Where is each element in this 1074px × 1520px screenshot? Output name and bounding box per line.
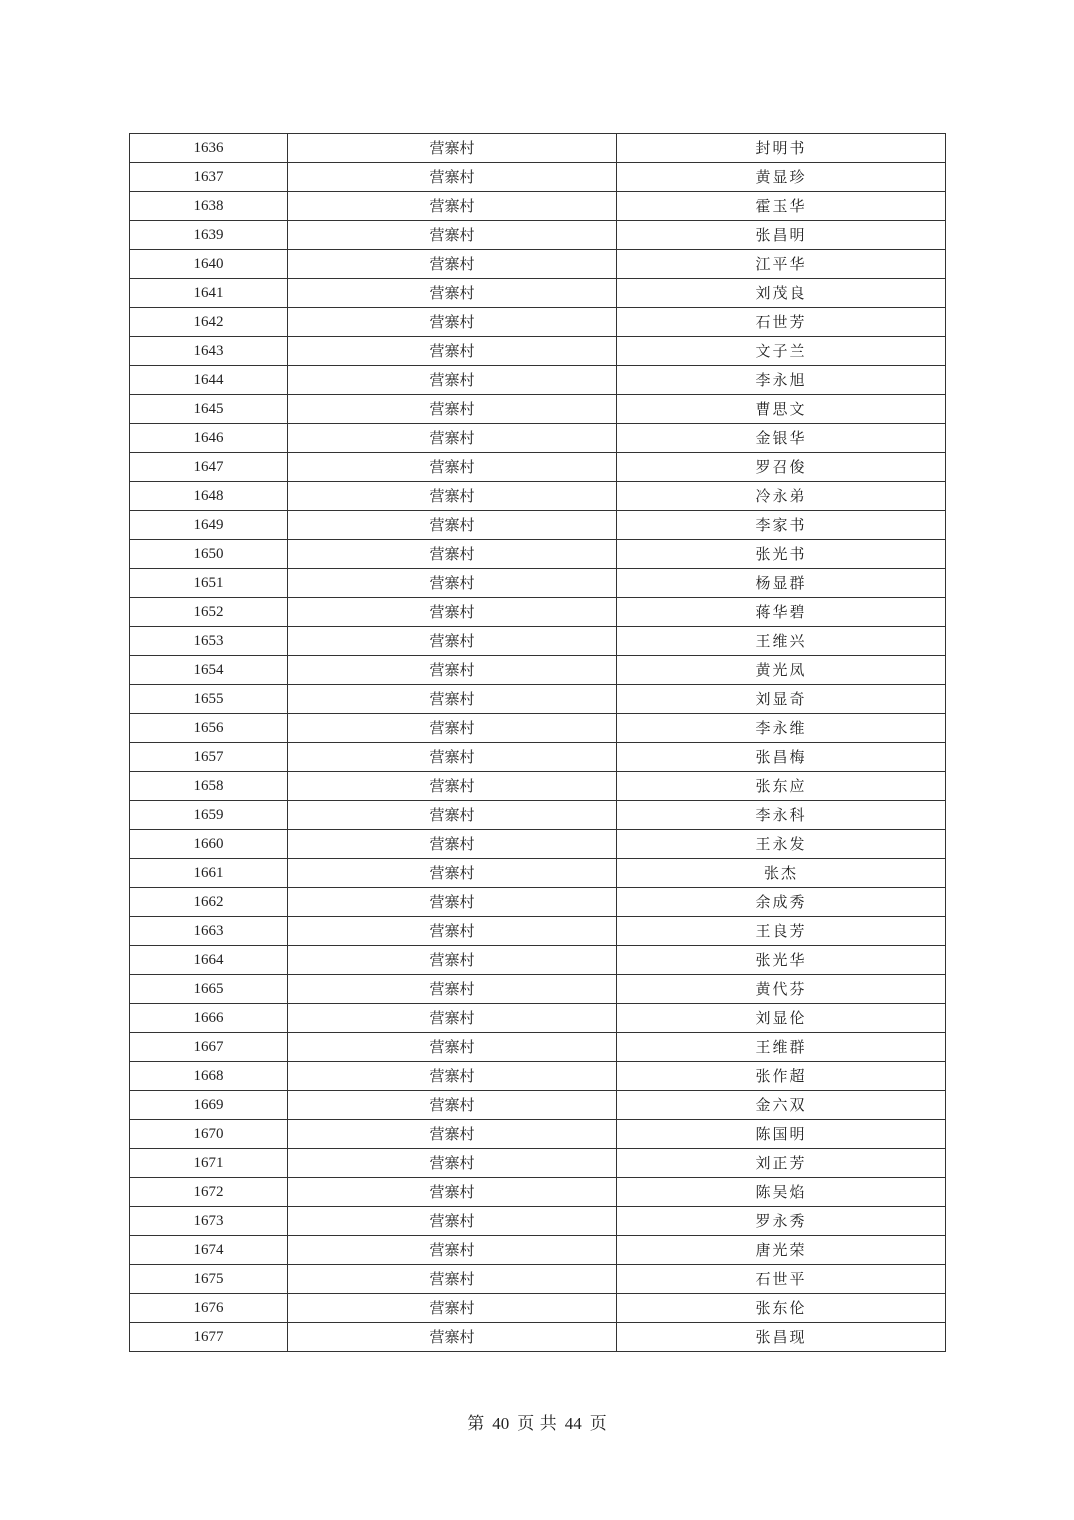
table-row (130, 830, 946, 859)
name-cell: 张东伦 (617, 1294, 946, 1323)
footer-suffix: 页 (589, 1414, 607, 1434)
village-cell: 营寨村 (288, 1004, 617, 1033)
row-number-cell: 1653 (130, 627, 288, 656)
name-cell: 刘显伦 (617, 1004, 946, 1033)
name-cell: 张杰 (617, 859, 946, 888)
table-row (130, 772, 946, 801)
row-number-cell: 1643 (130, 337, 288, 366)
footer-total-pages: 44 (564, 1414, 582, 1433)
table-row (130, 453, 946, 482)
row-number-cell: 1642 (130, 308, 288, 337)
name-cell: 黄光凤 (617, 656, 946, 685)
village-cell: 营寨村 (288, 1294, 617, 1323)
name-cell: 金六双 (617, 1091, 946, 1120)
row-number-cell: 1659 (130, 801, 288, 830)
row-number-cell: 1667 (130, 1033, 288, 1062)
village-cell: 营寨村 (288, 192, 617, 221)
name-cell: 杨显群 (617, 569, 946, 598)
row-number-cell: 1675 (130, 1265, 288, 1294)
village-cell: 营寨村 (288, 366, 617, 395)
page-footer (0, 1409, 1074, 1434)
name-cell: 李家书 (617, 511, 946, 540)
row-number-cell: 1674 (130, 1236, 288, 1265)
table-row (130, 1294, 946, 1323)
row-number-cell: 1658 (130, 772, 288, 801)
row-number-cell: 1662 (130, 888, 288, 917)
row-number-cell: 1639 (130, 221, 288, 250)
village-cell: 营寨村 (288, 743, 617, 772)
village-cell: 营寨村 (288, 714, 617, 743)
table-row (130, 221, 946, 250)
village-cell: 营寨村 (288, 772, 617, 801)
table-row (130, 279, 946, 308)
row-number-cell: 1654 (130, 656, 288, 685)
table-row (130, 1323, 946, 1352)
row-number-cell: 1660 (130, 830, 288, 859)
village-cell: 营寨村 (288, 424, 617, 453)
name-cell: 刘正芳 (617, 1149, 946, 1178)
table-row (130, 946, 946, 975)
table-row (130, 685, 946, 714)
table-row (130, 598, 946, 627)
name-cell: 陈吴焰 (617, 1178, 946, 1207)
name-cell: 唐光荣 (617, 1236, 946, 1265)
name-cell: 张昌明 (617, 221, 946, 250)
name-cell: 刘显奇 (617, 685, 946, 714)
row-number-cell: 1670 (130, 1120, 288, 1149)
row-number-cell: 1637 (130, 163, 288, 192)
table-row (130, 337, 946, 366)
table-row (130, 134, 946, 163)
village-cell: 营寨村 (288, 801, 617, 830)
village-cell: 营寨村 (288, 685, 617, 714)
village-cell: 营寨村 (288, 627, 617, 656)
table-row (130, 163, 946, 192)
village-cell: 营寨村 (288, 888, 617, 917)
table-row (130, 1149, 946, 1178)
row-number-cell: 1661 (130, 859, 288, 888)
table-row (130, 1236, 946, 1265)
row-number-cell: 1640 (130, 250, 288, 279)
village-cell: 营寨村 (288, 1062, 617, 1091)
village-cell: 营寨村 (288, 279, 617, 308)
village-cell: 营寨村 (288, 511, 617, 540)
table-row (130, 917, 946, 946)
row-number-cell: 1638 (130, 192, 288, 221)
village-cell: 营寨村 (288, 482, 617, 511)
name-cell: 张光华 (617, 946, 946, 975)
table-row (130, 975, 946, 1004)
village-cell: 营寨村 (288, 1149, 617, 1178)
table-row (130, 1091, 946, 1120)
footer-current-page: 40 (492, 1414, 510, 1433)
table-row (130, 366, 946, 395)
name-cell: 石世平 (617, 1265, 946, 1294)
row-number-cell: 1657 (130, 743, 288, 772)
name-cell: 罗召俊 (617, 453, 946, 482)
name-cell: 李永旭 (617, 366, 946, 395)
row-number-cell: 1676 (130, 1294, 288, 1323)
row-number-cell: 1677 (130, 1323, 288, 1352)
village-cell: 营寨村 (288, 1033, 617, 1062)
table-row (130, 308, 946, 337)
village-cell: 营寨村 (288, 221, 617, 250)
village-cell: 营寨村 (288, 134, 617, 163)
name-cell: 张东应 (617, 772, 946, 801)
row-number-cell: 1671 (130, 1149, 288, 1178)
footer-prefix: 第 (467, 1414, 485, 1434)
village-cell: 营寨村 (288, 569, 617, 598)
name-cell: 文子兰 (617, 337, 946, 366)
row-number-cell: 1668 (130, 1062, 288, 1091)
table-row (130, 1207, 946, 1236)
village-cell: 营寨村 (288, 540, 617, 569)
table-row (130, 888, 946, 917)
table-row (130, 1120, 946, 1149)
name-cell: 刘茂良 (617, 279, 946, 308)
name-cell: 罗永秀 (617, 1207, 946, 1236)
name-cell: 张昌梅 (617, 743, 946, 772)
village-cell: 营寨村 (288, 1323, 617, 1352)
name-cell: 曹思文 (617, 395, 946, 424)
row-number-cell: 1655 (130, 685, 288, 714)
table-row (130, 801, 946, 830)
roster-table-body (130, 134, 946, 1352)
village-cell: 营寨村 (288, 656, 617, 685)
village-cell: 营寨村 (288, 598, 617, 627)
table-row (130, 1033, 946, 1062)
table-row (130, 714, 946, 743)
table-row (130, 627, 946, 656)
row-number-cell: 1663 (130, 917, 288, 946)
table-row (130, 743, 946, 772)
table-row (130, 569, 946, 598)
row-number-cell: 1664 (130, 946, 288, 975)
name-cell: 王维兴 (617, 627, 946, 656)
name-cell: 陈国明 (617, 1120, 946, 1149)
name-cell: 王永发 (617, 830, 946, 859)
row-number-cell: 1669 (130, 1091, 288, 1120)
village-cell: 营寨村 (288, 1265, 617, 1294)
row-number-cell: 1672 (130, 1178, 288, 1207)
row-number-cell: 1650 (130, 540, 288, 569)
village-cell: 营寨村 (288, 395, 617, 424)
table-row (130, 1004, 946, 1033)
village-cell: 营寨村 (288, 1178, 617, 1207)
name-cell: 冷永弟 (617, 482, 946, 511)
table-row (130, 511, 946, 540)
name-cell: 王维群 (617, 1033, 946, 1062)
row-number-cell: 1673 (130, 1207, 288, 1236)
name-cell: 李永维 (617, 714, 946, 743)
row-number-cell: 1652 (130, 598, 288, 627)
table-row (130, 482, 946, 511)
village-cell: 营寨村 (288, 830, 617, 859)
row-number-cell: 1645 (130, 395, 288, 424)
row-number-cell: 1646 (130, 424, 288, 453)
name-cell: 蒋华碧 (617, 598, 946, 627)
name-cell: 黄显珍 (617, 163, 946, 192)
village-cell: 营寨村 (288, 337, 617, 366)
village-cell: 营寨村 (288, 1207, 617, 1236)
row-number-cell: 1666 (130, 1004, 288, 1033)
village-cell: 营寨村 (288, 859, 617, 888)
table-row (130, 250, 946, 279)
village-cell: 营寨村 (288, 917, 617, 946)
village-cell: 营寨村 (288, 946, 617, 975)
name-cell: 余成秀 (617, 888, 946, 917)
name-cell: 黄代芬 (617, 975, 946, 1004)
name-cell: 江平华 (617, 250, 946, 279)
row-number-cell: 1647 (130, 453, 288, 482)
village-cell: 营寨村 (288, 1120, 617, 1149)
table-row (130, 1062, 946, 1091)
row-number-cell: 1649 (130, 511, 288, 540)
village-cell: 营寨村 (288, 250, 617, 279)
roster-table (129, 133, 946, 1352)
row-number-cell: 1665 (130, 975, 288, 1004)
table-row (130, 1178, 946, 1207)
table-row (130, 395, 946, 424)
row-number-cell: 1656 (130, 714, 288, 743)
village-cell: 营寨村 (288, 308, 617, 337)
village-cell: 营寨村 (288, 1091, 617, 1120)
name-cell: 张昌现 (617, 1323, 946, 1352)
row-number-cell: 1651 (130, 569, 288, 598)
table-row (130, 656, 946, 685)
table-row (130, 540, 946, 569)
name-cell: 李永科 (617, 801, 946, 830)
village-cell: 营寨村 (288, 453, 617, 482)
village-cell: 营寨村 (288, 975, 617, 1004)
name-cell: 封明书 (617, 134, 946, 163)
table-row (130, 192, 946, 221)
name-cell: 石世芳 (617, 308, 946, 337)
name-cell: 霍玉华 (617, 192, 946, 221)
name-cell: 金银华 (617, 424, 946, 453)
name-cell: 张光书 (617, 540, 946, 569)
village-cell: 营寨村 (288, 163, 617, 192)
village-cell: 营寨村 (288, 1236, 617, 1265)
table-row (130, 859, 946, 888)
name-cell: 张作超 (617, 1062, 946, 1091)
table-row (130, 424, 946, 453)
row-number-cell: 1644 (130, 366, 288, 395)
row-number-cell: 1648 (130, 482, 288, 511)
name-cell: 王良芳 (617, 917, 946, 946)
footer-middle: 页 共 (517, 1414, 557, 1434)
table-row (130, 1265, 946, 1294)
row-number-cell: 1636 (130, 134, 288, 163)
row-number-cell: 1641 (130, 279, 288, 308)
